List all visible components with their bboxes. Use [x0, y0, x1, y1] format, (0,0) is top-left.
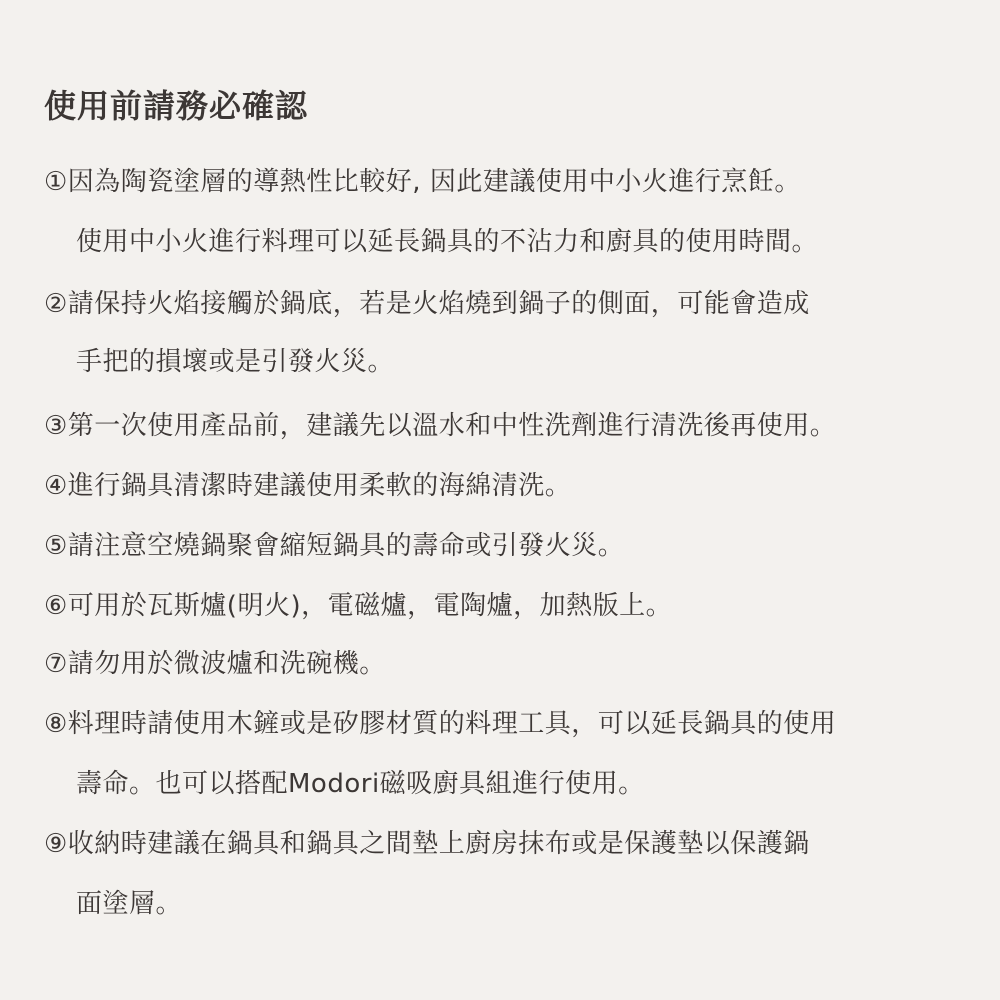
- instruction-line-3: ③第一次使用產品前，建議先以溫水和中性洗劑進行清洗後再使用。: [44, 411, 837, 441]
- instruction-line-8-cont: 壽命。也可以搭配Modori磁吸廚具組進行使用。: [76, 769, 645, 799]
- page-title: 使用前請務必確認: [44, 87, 309, 125]
- instruction-line-5: ⑤請注意空燒鍋聚會縮短鍋具的壽命或引發火災。: [44, 531, 625, 561]
- instruction-line-9-cont: 面塗層。: [76, 889, 183, 919]
- instruction-line-6: ⑥可用於瓦斯爐(明火)，電磁爐，電陶爐，加熱版上。: [44, 591, 673, 621]
- instruction-line-1: ①因為陶瓷塗層的導熱性比較好, 因此建議使用中小火進行烹飪。: [44, 167, 801, 197]
- instruction-line-9: ⑨收納時建議在鍋具和鍋具之間墊上廚房抹布或是保護墊以保護鍋: [44, 829, 810, 859]
- instruction-line-7: ⑦請勿用於微波爐和洗碗機。: [44, 649, 386, 679]
- instruction-line-2-cont: 手把的損壞或是引發火災。: [76, 347, 395, 377]
- instruction-line-2: ②請保持火焰接觸於鍋底，若是火焰燒到鍋子的側面，可能會造成: [44, 289, 810, 319]
- instruction-line-4: ④進行鍋具清潔時建議使用柔軟的海綿清洗。: [44, 471, 572, 501]
- instruction-line-1-cont: 使用中小火進行料理可以延長鍋具的不沾力和廚具的使用時間。: [76, 227, 819, 257]
- instruction-line-8: ⑧料理時請使用木鏟或是矽膠材質的料理工具，可以延長鍋具的使用: [44, 709, 837, 739]
